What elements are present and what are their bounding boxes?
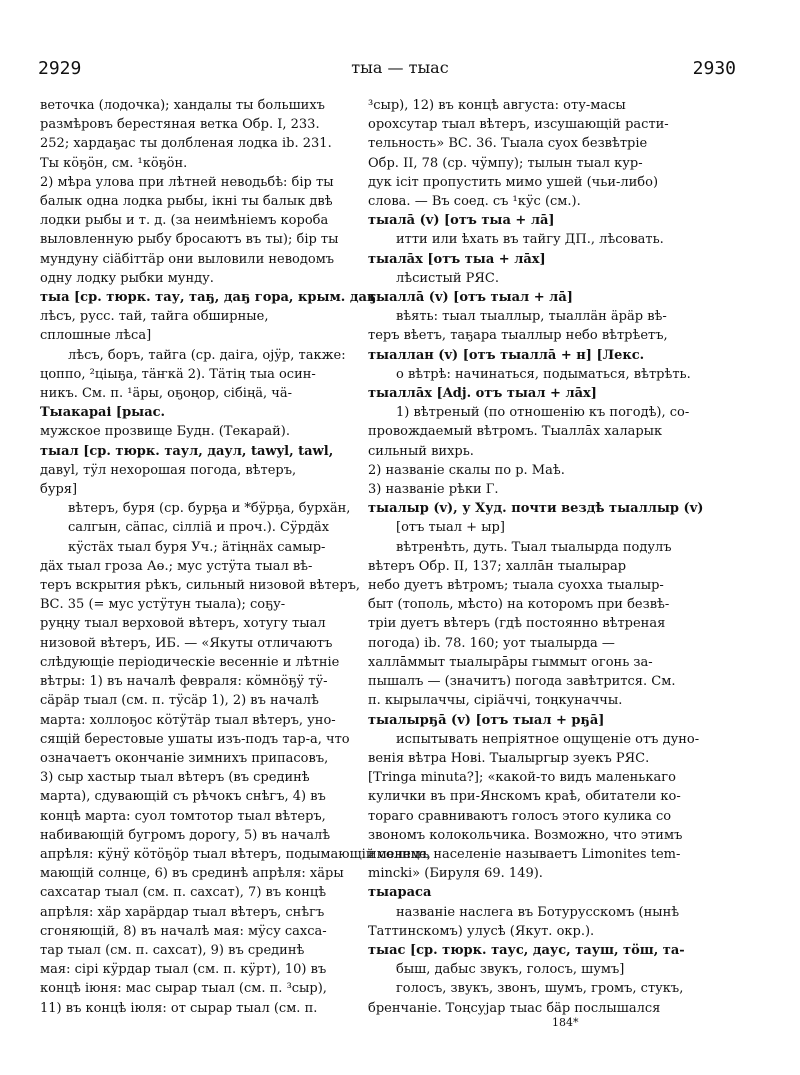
text-line: Таттинскомъ) улусѣ (Якут. окр.).: [368, 923, 595, 939]
text-line: сахсатар тыал (см. п. сахсат), 7) въ концѣ: [40, 885, 327, 901]
text-line: мающій солнце, 6) въ срединѣ апрѣля: хäры: [40, 866, 344, 882]
text-line: п. кырылаччы, сіріäччі, тоңкуначчы.: [368, 693, 623, 709]
text-line: о вѣтрѣ: начинаться, подыматься, вѣтрѣть.: [396, 366, 691, 382]
page-number-right: 2930: [692, 58, 736, 79]
text-line: тыаллāх [Adj. отъ тыал + лāх]: [368, 386, 597, 402]
text-line: концѣ марта: суол томтотор тыал вѣтеръ,: [40, 808, 326, 824]
text-line: мужское прозвище Будн. (Текарай).: [40, 424, 290, 440]
text-line: буря]: [40, 482, 78, 498]
text-line: одну лодку рыбки мунду.: [40, 270, 214, 286]
text-line: 1) вѣтреный (по отношенію къ погодѣ), со-: [396, 405, 690, 421]
text-line: венія вѣтра Нові. Тыалыргыр зуекъ РЯС.: [368, 750, 650, 766]
text-line: 2) мѣра улова при лѣтней неводьбѣ: бір ты: [40, 174, 334, 190]
text-line: бренчаніе. Тоңсуjар тыас бäр послышался: [368, 1000, 661, 1016]
text-line: вѣтеръ, буря (ср. бурҕа и *бӱрҕа, бурхäн,: [68, 501, 351, 517]
text-line: никъ. См. п. ¹äры, оҕоңор, сібіңä, чä-: [40, 386, 293, 402]
text-line: тыа [ср. тюрк. тау, таҕ, даҕ гора, крым. даҕ: [40, 290, 377, 306]
text-line: цоппо, ²ціыҕа, тäҥкä 2). Тäтің тыа осин-: [40, 366, 316, 382]
text-line: концѣ іюня: мас сырар тыал (см. п. ³сыр),: [40, 981, 327, 997]
text-line: 11) въ концѣ іюля: от сырар тыал (см. п.: [40, 1000, 318, 1016]
text-line: тыалырҕā (v) [отъ тыал + рҕā]: [368, 712, 605, 728]
text-line: звономъ колокольчика. Возможно, что этимъ: [368, 827, 683, 843]
text-line: [Tringa minuta?]; «какой-то видъ маленькаго: [368, 770, 676, 786]
text-line: 3) сыр хастыр тыал вѣтеръ (въ срединѣ: [40, 770, 310, 786]
text-line: сильный вихрь.: [368, 443, 474, 459]
text-line: Ты кӧҕӧн, см. ¹кӧҕӧн.: [40, 155, 188, 171]
text-line: лѣсистый РЯС.: [396, 270, 499, 286]
text-line: выловленную рыбу бросаютъ въ ты); бір ты: [40, 232, 339, 248]
text-line: тыаллан (v) [отъ тыаллā + н] [Лекс.: [368, 347, 645, 363]
text-line: сäрäр тыал (см. п. тӱсäр 1), 2) въ началѣ: [40, 693, 319, 709]
text-line: пышалъ — (значитъ) погода завѣтрится. См.: [368, 674, 676, 690]
text-line: тыалāх [отъ тыа + лāх]: [368, 251, 546, 267]
page-number-left: 2929: [38, 58, 82, 79]
text-line: тріи дуетъ вѣтеръ (гдѣ постоянно вѣтреная: [368, 616, 666, 632]
text-line: вѣять: тыал тыаллыр, тыаллäн äрäр вѣ-: [396, 309, 667, 325]
text-line: Тыакараі [рыас.: [40, 405, 166, 421]
text-line: именемъ населеніе называетъ Limonites tem-: [368, 846, 681, 862]
text-line: орохсутар тыал вѣтеръ, изсушающій расти-: [368, 117, 669, 133]
text-line: лѣсъ, боръ, тайга (ср. даіга, оjӱр, также:: [68, 347, 346, 363]
text-line: марта), сдувающій съ рѣчокъ снѣгъ, 4) въ: [40, 789, 326, 805]
text-line: тыараса: [368, 885, 432, 901]
text-line: итти или ѣхать въ тайгу ДП., лѣсовать.: [396, 232, 664, 248]
text-line: марта: холлоҕос кӧтӱтäр тыал вѣтеръ, уно-: [40, 712, 336, 728]
text-line: тельность» ВС. 36. Тыала суох безвѣтріе: [368, 136, 648, 152]
text-line: провождаемый вѣтромъ. Тыаллāх халарык: [368, 424, 663, 440]
text-line: сгоняющій, 8) въ началѣ мая: мӱсу сахса-: [40, 923, 327, 939]
text-line: ВС. 35 (= мус устӱтун тыала); соҕу-: [40, 597, 286, 613]
text-line: 252; хардаҕас ты долбленая лодка ib. 231.: [40, 136, 332, 152]
text-line: апрѣля: хäр харäрдар тыал вѣтеръ, снѣгъ: [40, 904, 325, 920]
text-line: испытывать непріятное ощущеніе отъ дуно-: [396, 731, 700, 747]
text-line: лодки рыбы и т. д. (за неимѣніемъ короба: [40, 213, 329, 229]
text-line: дäх тыал гроза Аө.; мус устӱта тыал вѣ-: [40, 558, 313, 574]
text-line: тыал [ср. тюрк. таул, даул, tawyl, tawl,: [40, 443, 334, 459]
text-line: быт (тополь, мѣсто) на которомъ при безвѣ-: [368, 597, 670, 613]
text-line: названіе наслега въ Ботурусскомъ (нынѣ: [396, 904, 680, 920]
text-line: салгын, сäпас, сілліä и проч.). Сӱрдäх: [68, 520, 330, 536]
running-head: тыа — тыас: [351, 58, 449, 77]
text-line: Обр. II, 78 (ср. чӱмпу); тылын тыал кур-: [368, 155, 643, 171]
text-line: означаетъ окончаніе зимнихъ припасовъ,: [40, 750, 329, 766]
text-line: тыалыр (v), у Худ. почти вездѣ тыаллыр (v): [368, 501, 704, 517]
text-line: слѣдующіе періодическіе весенніе и лѣтніе: [40, 654, 340, 670]
text-line: быш, дабыс звукъ, голосъ, шумъ]: [396, 962, 625, 978]
text-line: мая: сірі кӱрдар тыал (см. п. кӱрт), 10) въ: [40, 962, 327, 978]
text-line: вѣтренѣть, дуть. Тыал тыалырда подулъ: [396, 539, 672, 555]
text-line: веточка (лодочка); хандалы ты большихъ: [40, 98, 325, 113]
text-line: давуl, тӱл нехорошая погода, вѣтеръ,: [40, 462, 297, 478]
text-line: тораго сравниваютъ голосъ этого кулика со: [368, 808, 672, 824]
text-line: тар тыал (см. п. сахсат), 9) въ срединѣ: [40, 942, 305, 958]
text-line: погода) ib. 78. 160; уот тыалырда —: [368, 635, 615, 651]
text-line: сплошные лѣса]: [40, 328, 152, 344]
text-line: руңңу тыал верховой вѣтеръ, хотугу тыал: [40, 616, 326, 632]
text-line: вѣтры: 1) въ началѣ февраля: кӧмнӧҕӱ тӱ-: [40, 674, 328, 690]
text-line: сящій берестовые ушаты изъ-подъ тар-а, что: [40, 731, 350, 747]
text-line: вѣтеръ Обр. II, 137; халлāн тыалырар: [368, 558, 627, 574]
text-line: низовой вѣтеръ, ИБ. — «Якуты отличаютъ: [40, 635, 333, 651]
right-column: [368, 96, 740, 1018]
text-line: слова. — Въ соед. съ ¹кӱс (см.).: [368, 194, 581, 210]
text-line: размѣровъ берестяная ветка Обр. I, 233.: [40, 117, 320, 133]
text-line: дук ісіт пропустить мимо ушей (чьи-либо): [368, 174, 659, 190]
text-line: ³сыр), 12) въ концѣ августа: оту-масы: [368, 98, 626, 113]
text-line: тыалā (v) [отъ тыа + лā]: [368, 213, 555, 229]
text-line: 3) названіе рѣки Г.: [368, 482, 499, 498]
text-line: [отъ тыал + ыр]: [396, 520, 505, 536]
text-line: mincki» (Бируля 69. 149).: [368, 866, 543, 882]
signature-mark: 184*: [552, 1016, 579, 1029]
text-line: тыаллā (v) [отъ тыал + лā]: [368, 290, 573, 306]
text-line: мундуну сіäбіттäр они выловили неводомъ: [40, 251, 335, 267]
text-line: 2) названіе скалы по р. Маѣ.: [368, 462, 565, 478]
text-line: набивающій бугромъ дорогу, 5) въ началѣ: [40, 827, 331, 843]
text-line: кӱстäх тыал буря Уч.; äтіңнäх самыр-: [68, 539, 326, 555]
text-line: апрѣля: кӱнӱ кӧтӧҕӧр тыал вѣтеръ, подымающій солнце,: [40, 846, 431, 862]
text-line: голосъ, звукъ, звонъ, шумъ, громъ, стукъ,: [396, 981, 684, 997]
text-line: лѣсъ, русс. тай, тайга обширные,: [40, 309, 269, 325]
text-line: халлāммыт тыалырāры гыммыт огонь за-: [368, 654, 653, 670]
text-line: небо дуетъ вѣтромъ; тыала суохха тыалыр-: [368, 578, 664, 594]
page-header: [0, 58, 800, 82]
text-line: тыас [ср. тюрк. таус, даус, тауш, тӧш, та-: [368, 942, 685, 958]
text-line: теръ вѣетъ, таҕара тыаллыр небо вѣтрѣетъ,: [368, 328, 668, 344]
text-line: балык одна лодка рыбы, ікні ты балык двѣ: [40, 194, 333, 210]
text-line: кулички въ при-Янскомъ краѣ, обитатели ко-: [368, 789, 681, 805]
text-line: теръ вскрытия рѣкъ, сильный низовой вѣтеръ,: [40, 578, 361, 594]
